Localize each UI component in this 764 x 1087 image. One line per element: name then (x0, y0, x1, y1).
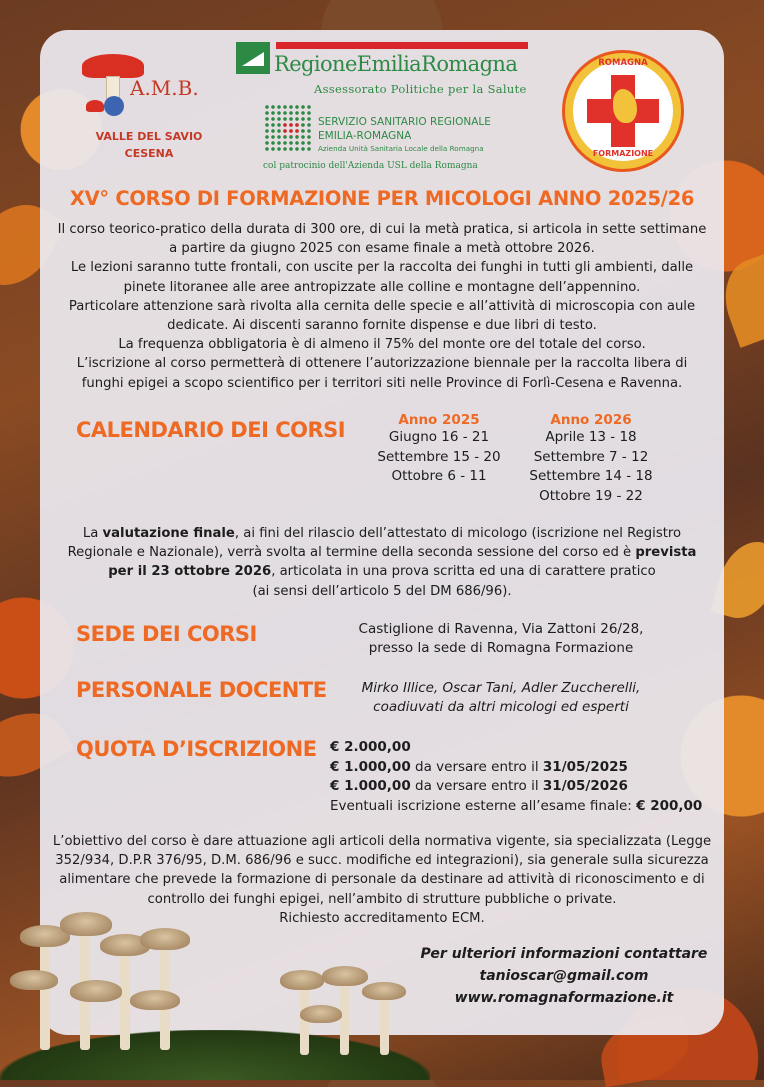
intro-line: Le lezioni saranno tutte frontali, con uscite per la raccolta dei funghi in tutti gli ambienti, dalle (70, 260, 694, 276)
patronage-note: col patrocinio dell'Azienda USL della Romagna (263, 161, 478, 171)
calendar-date: Ottobre 19 - 22 (539, 487, 643, 504)
calendar-date: Giugno 16 - 21 (388, 429, 490, 445)
staff-heading: PERSONALE DOCENTE (76, 678, 327, 702)
amb-location-line2: CESENA (124, 147, 174, 160)
intro-line: funghi epigei a scopo scientifico per i territori siti nelle Province di Forlì-Cesena e Ravenna. (81, 375, 683, 391)
fee-total: € 2.000,00 (330, 739, 411, 755)
evaluation-bold: prevista (635, 545, 697, 561)
calendar-date: Ottobre 6 - 11 (391, 468, 487, 484)
romagna-formazione-logo (562, 50, 684, 172)
rf-top-label: ROMAGNA (598, 58, 648, 68)
evaluation-date: per il 23 ottobre 2026 (108, 564, 272, 580)
calendar-2025-column (370, 412, 508, 487)
venue-text: Castiglione di Ravenna, Via Zattoni 26/28, presso la sede di Romagna Formazione (358, 621, 644, 657)
rf-bottom-label: FORMAZIONE (592, 149, 654, 158)
ssr-line1: SERVIZIO SANITARIO REGIONALE (318, 116, 491, 128)
intro-paragraph (50, 220, 714, 393)
amb-location-line1: VALLE DEL SAVIO (95, 130, 203, 143)
regione-emilia-romagna-logo (236, 42, 536, 102)
calendar-date: Settembre 14 - 18 (529, 468, 653, 484)
calendar-heading: CALENDARIO DEI CORSI (76, 418, 346, 442)
region-subtitle: Assessorato Politiche per la Salute (314, 82, 527, 96)
calendar-date: Aprile 13 - 18 (545, 429, 637, 445)
evaluation-bold: valutazione finale (102, 526, 235, 541)
objective-paragraph: L’obiettivo del corso è dare attuazione agli articoli della normativa vigente, sia specializzata (Legge 352/934, D.P.R 376/95, D.M. 686/96 e succ. modifiche ed integrazioni), sia generale sulla sicurezza alimentare che prevede la formazione di personale da destinare ad attività di riconoscimento e di controllo dei funghi epigei, nell’ambito di strutture pubbliche o private. Richiesto accreditamento ECM. (52, 834, 712, 926)
intro-line: dedicate. Ai discenti saranno fornite dispense e due libri di testo. (167, 318, 597, 334)
flower-icon (104, 96, 124, 116)
intro-line: Il corso teorico-pratico della durata di 300 ore, di cui la metà pratica, si articola in sette settimane (57, 222, 707, 237)
calendar-date: Settembre 15 - 20 (377, 448, 501, 465)
calendar-2025-label: Anno 2025 (398, 412, 480, 428)
staff-text: Mirko Illice, Oscar Tani, Adler Zuccherelli, coadiuvati da altri micologi ed esperti (361, 680, 641, 716)
calendar-2026-column (522, 412, 660, 506)
mushroom-icon (82, 54, 144, 78)
fee-details: € 2.000,00 € 1.000,00 da versare entro il 31/05/2025 € 1.000,00 da versare entro il 31/05/2026 Eventuali iscrizione esterne all’esame finale: € 200,00 (330, 739, 703, 814)
intro-line: La frequenza obbligatoria è di almeno il 75% del monte ore del totale del corso. (118, 337, 646, 353)
venue-heading: SEDE DEI CORSI (76, 622, 257, 646)
contact-intro: Per ulteriori informazioni contattare (420, 946, 708, 962)
calendar-2026-label: Anno 2026 (550, 412, 632, 428)
intro-line: pinete litoranee alle aree antropizzate alle colline e montagne dell’appennino. (123, 279, 641, 295)
calendar-date: Settembre 7 - 12 (533, 448, 649, 465)
mushroom-cluster-image (0, 890, 430, 1080)
intro-line: a partire da giugno 2025 con esame finale a metà ottobre 2026. (169, 241, 595, 257)
region-name: RegioneEmiliaRomagna (274, 52, 518, 76)
amb-acronym: A.M.B. (130, 76, 199, 100)
contact-email[interactable]: tanioscar@gmail.com (479, 968, 649, 984)
ssr-logo (264, 104, 514, 154)
contact-block (404, 943, 724, 1009)
region-emblem-icon (236, 42, 270, 74)
contact-website[interactable]: www.romagnaformazione.it (454, 990, 674, 1006)
evaluation-paragraph: La valutazione finale, ai fini del rilascio dell’attestato di micologo (iscrizione nel Registro Regionale e Nazionale), verrà svolta al termine della seconda sessione del corso ed è prevista per il 23 ottobre 2026, articolata in una prova scritta ed una di carattere pratico (ai sensi dell’articolo 5 del DM 686/96). (67, 526, 697, 599)
page-title: XV° CORSO DI FORMAZIONE PER MICOLOGI ANNO 2025/26 (69, 187, 695, 210)
fee-heading: QUOTA D’ISCRIZIONE (76, 737, 317, 761)
ssr-line2: EMILIA-ROMAGNA (318, 130, 412, 142)
intro-line: Particolare attenzione sarà rivolta alla cernita delle specie e all’attività di microscopia con aule (68, 298, 696, 314)
intro-line: L’iscrizione al corso permetterà di ottenere l’autorizzazione biennale per la raccolta libera di (76, 356, 688, 372)
ssr-line3: Azienda Unità Sanitaria Locale della Romagna (318, 144, 484, 153)
amb-logo (80, 52, 220, 164)
